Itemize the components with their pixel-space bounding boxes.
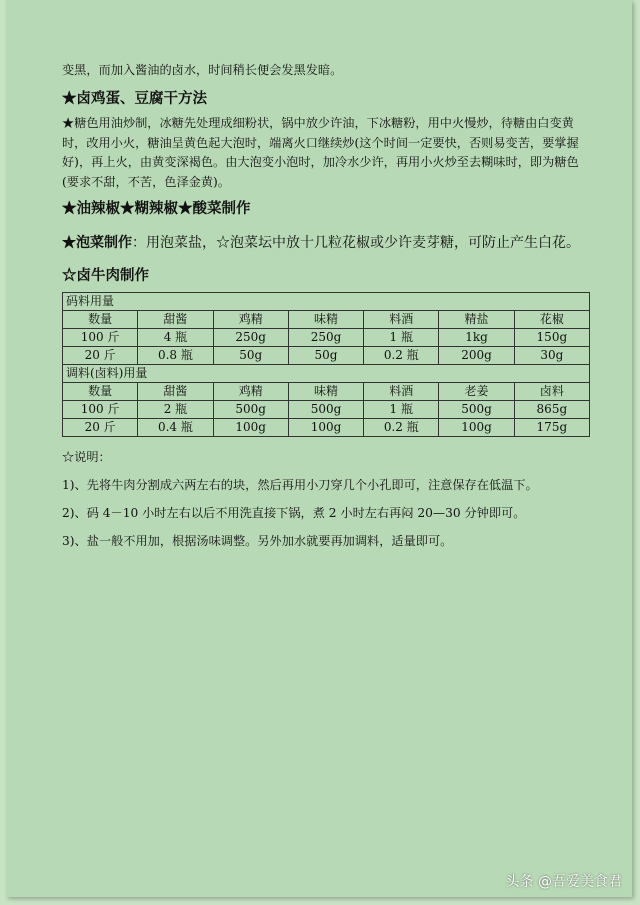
table-header-cell: 料酒 xyxy=(364,383,439,401)
table-cell: 4 瓶 xyxy=(138,329,213,347)
marinade-header: 码料用量 xyxy=(63,293,590,311)
document-page xyxy=(6,0,632,897)
eggs-section-body: ★糖色用油炒制，冰糖先处理成细粉状，锅中放少许油，下冰糖粉，用中火慢炒，待糖由白变黄时，改用小火，糖油呈黄色起大泡时，端离火口继续炒(这个时间一定要快，否则易变苦，要掌握好)，再上火，由黄变深褐色。由大泡变小泡时，加冷水少许，再用小火炒至去糊味时，即为糖色(要求不甜，不苦，色泽金黄)。 xyxy=(62,116,579,189)
table-header-cell: 料酒 xyxy=(364,311,439,329)
table-section-row xyxy=(63,365,590,383)
table-cell: 30g xyxy=(514,347,589,365)
table-cell: 100g xyxy=(213,419,288,437)
table-header-cell: 精盐 xyxy=(439,311,514,329)
notes-title: ☆说明： xyxy=(62,450,111,464)
table-header-cell: 老姜 xyxy=(439,383,514,401)
table-row xyxy=(63,347,590,365)
table-header-cell: 鸡精 xyxy=(213,383,288,401)
table-cell: 100g xyxy=(439,419,514,437)
table-row xyxy=(63,329,590,347)
table-header-cell: 甜酱 xyxy=(138,311,213,329)
table-cell: 0.8 瓶 xyxy=(138,347,213,365)
table-header-cell: 味精 xyxy=(288,311,363,329)
note-item: 3)、盐一般不用加，根据汤味调整。另外加水就要再加调料，适量即可。 xyxy=(62,534,453,548)
beef-section-title: ☆卤牛肉制作 xyxy=(62,267,149,284)
pepper-section-title: ★油辣椒★糊辣椒★酸菜制作 xyxy=(62,200,251,217)
table-cell: 50g xyxy=(288,347,363,365)
pickle-section-body: ：用泡菜盐，☆泡菜坛中放十几粒花椒或少许麦芽糖，可防止产生白花。 xyxy=(132,235,580,251)
pickle-section xyxy=(62,232,590,254)
seasoning-header: 调料(卤料)用量 xyxy=(63,365,590,383)
notes-section xyxy=(62,447,590,551)
table-section-row xyxy=(63,293,590,311)
table-header-cell: 鸡精 xyxy=(213,311,288,329)
document-content xyxy=(62,60,590,559)
table-header-cell: 卤料 xyxy=(514,383,589,401)
table-cell: 500g xyxy=(288,401,363,419)
table-cell: 20 斤 xyxy=(63,347,138,365)
note-item: 2)、码 4－10 小时左右以后不用洗直接下锅，煮 2 小时左右再闷 20—30 分钟即可。 xyxy=(62,506,526,520)
table-header-row xyxy=(63,383,590,401)
table-cell: 175g xyxy=(514,419,589,437)
table-cell: 100g xyxy=(288,419,363,437)
table-cell: 500g xyxy=(213,401,288,419)
table-header-cell: 味精 xyxy=(288,383,363,401)
table-cell: 1kg xyxy=(439,329,514,347)
table-cell: 500g xyxy=(439,401,514,419)
table-header-row xyxy=(63,311,590,329)
table-header-cell: 甜酱 xyxy=(138,383,213,401)
table-cell: 100 斤 xyxy=(63,401,138,419)
table-cell: 200g xyxy=(439,347,514,365)
table-row xyxy=(63,401,590,419)
table-header-cell: 数量 xyxy=(63,383,138,401)
table-header-cell: 数量 xyxy=(63,311,138,329)
table-cell: 0.4 瓶 xyxy=(138,419,213,437)
pickle-section-title: ★泡菜制作 xyxy=(62,235,132,251)
recipe-table xyxy=(62,292,590,437)
table-cell: 250g xyxy=(213,329,288,347)
table-cell: 50g xyxy=(213,347,288,365)
table-cell: 0.2 瓶 xyxy=(364,347,439,365)
table-cell: 2 瓶 xyxy=(138,401,213,419)
table-cell: 150g xyxy=(514,329,589,347)
table-cell: 865g xyxy=(514,401,589,419)
table-row xyxy=(63,419,590,437)
table-cell: 20 斤 xyxy=(63,419,138,437)
table-cell: 1 瓶 xyxy=(364,329,439,347)
table-cell: 250g xyxy=(288,329,363,347)
intro-paragraph: 变黑，而加入酱油的卤水，时间稍长便会发黑发暗。 xyxy=(62,63,343,77)
table-cell: 100 斤 xyxy=(63,329,138,347)
table-cell: 0.2 瓶 xyxy=(364,419,439,437)
note-item: 1)、先将牛肉分割成六两左右的块，然后再用小刀穿几个小孔即可，注意保存在低温下。 xyxy=(62,478,538,492)
table-header-cell: 花椒 xyxy=(514,311,589,329)
watermark: 头条 @吾爱美食君 xyxy=(505,874,622,890)
eggs-section-title: ★卤鸡蛋、豆腐干方法 xyxy=(62,90,207,107)
table-cell: 1 瓶 xyxy=(364,401,439,419)
